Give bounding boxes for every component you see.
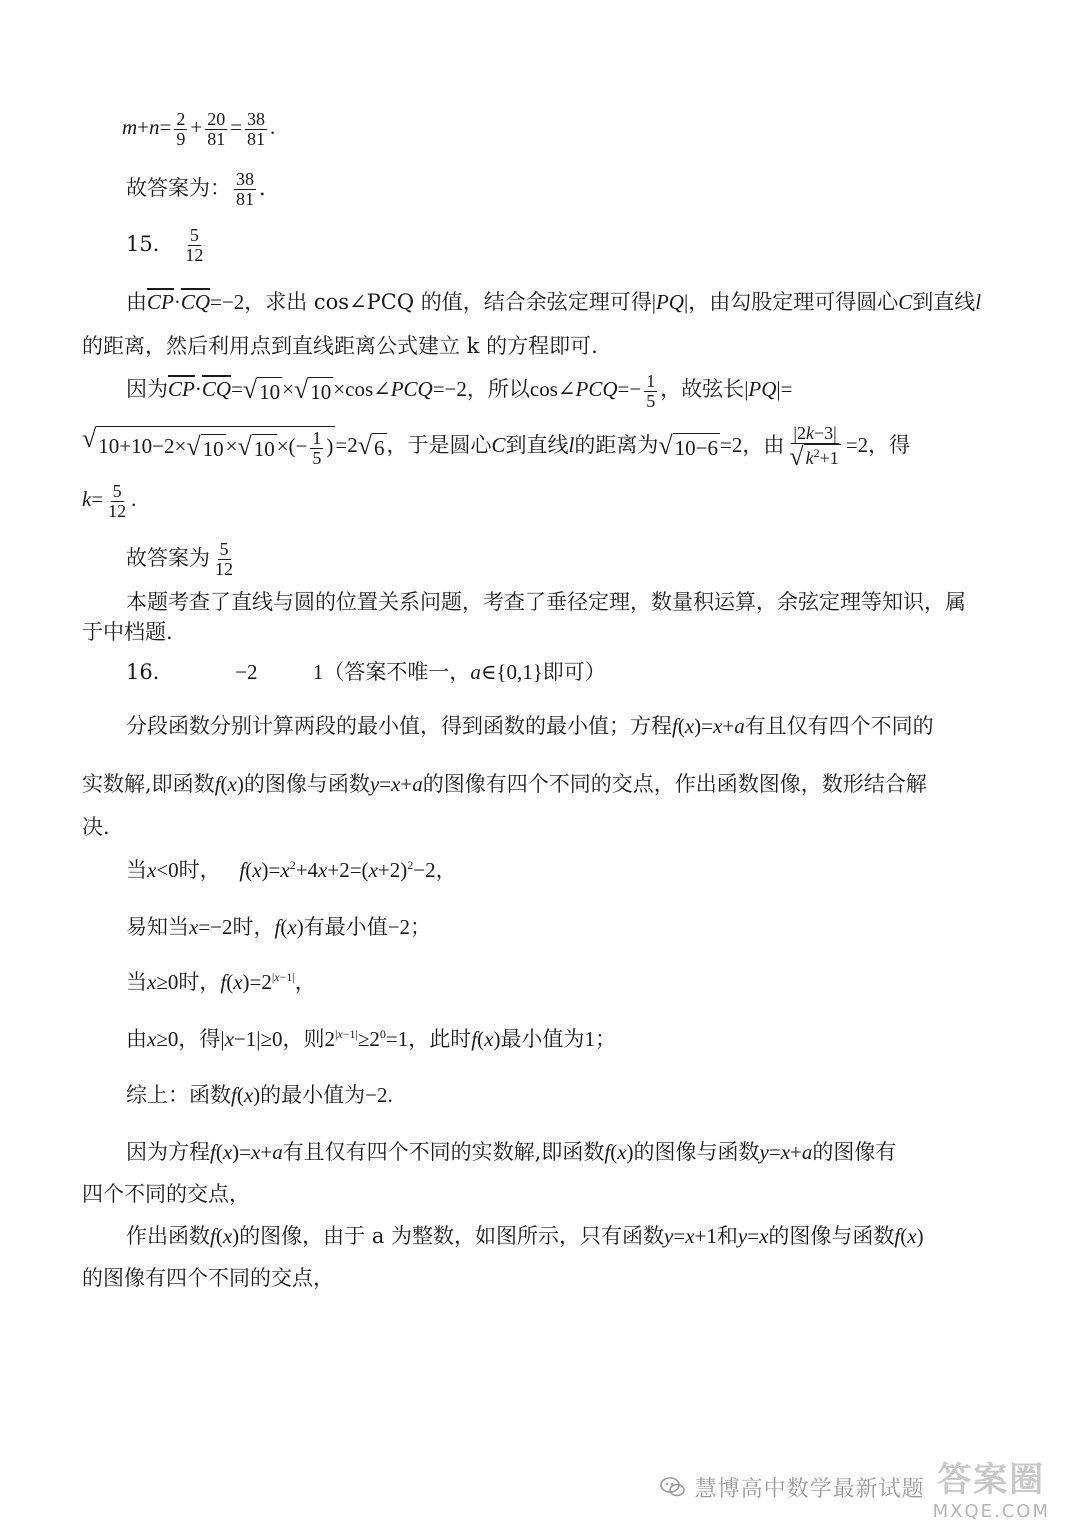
- q16-min-derivation: 由x≥0，得|x−1|≥0，则$2^{|x-1|}\ge 2^0=1$，此时f(x)最小值为1；: [126, 1027, 616, 1051]
- q16-graph-line-2: 的图像有四个不同的交点，: [82, 1266, 334, 1290]
- question-number: 16．: [126, 660, 174, 684]
- q15-solution-line-1: 因为$\overline{CP}\cdot\overline{CQ}=$ √ 10 × √ 10 ×cos∠PCQ=−2，所以cos∠PCQ=− $\frac{1}{5}$ ，故弦长|PQ|=: [126, 371, 793, 411]
- text-span: 和: [716, 1224, 738, 1248]
- q15-k-value: k= $\frac{5}{12}$ .: [82, 481, 137, 521]
- text-span: 实数解,即函数: [82, 772, 215, 796]
- text-span: 因为方程: [126, 1140, 210, 1164]
- q16-answer-1: −2: [235, 660, 258, 684]
- text-span: 的最小值为: [260, 1083, 366, 1107]
- text-span: 时，: [178, 970, 221, 994]
- text-span: ，由: [742, 432, 785, 457]
- text-span: 易知当: [126, 915, 189, 939]
- q15-answer-denominator: 12: [185, 244, 204, 265]
- text-span: 最小值为: [500, 1027, 585, 1051]
- text-span: 时，: [178, 858, 221, 882]
- q16-intersection-line-1: 因为方程f(x)=x+a有且仅有四个不同的实数解,即函数f(x)的图像与函数y=x+a的图像有: [126, 1140, 897, 1164]
- text-span: 因为: [126, 377, 168, 402]
- text-span: 的图像有四个不同的交点，作出函数图像，数形结合解: [422, 772, 927, 796]
- q16-case-x-nonnegative: 当x≥0时，$f(x)=2^{|x-1|}$，: [126, 970, 316, 994]
- text-span: 有最小值: [303, 915, 388, 939]
- text-span: 由: [126, 1027, 147, 1051]
- text-span: 的图像有: [812, 1140, 897, 1164]
- q15-final-answer: 故答案为 $\frac{5}{12}$: [126, 539, 233, 579]
- text-span: 到直线: [912, 290, 976, 314]
- q15-header: [126, 226, 208, 265]
- text-span: 有且仅有四个不同的实数解,即函数: [282, 1140, 605, 1164]
- q16-analysis-line-2: 实数解,即函数f(x)的图像与函数y=x+a的图像有四个不同的交点，作出函数图像，数形结合解: [82, 772, 927, 796]
- q15-solution-line-2: √ 10+10−2× √ 10 × √ 10 ×(− $\frac{1}{5}$ ) =2 √ 6 ，于是圆心C到直线l的距离为 √ 10−6 =2，由 |2k−3| √ $k^2+1$ =2，得: [82, 423, 911, 471]
- watermark-logo-block: [933, 1452, 1050, 1522]
- text-span: ，故弦长: [660, 377, 745, 402]
- q16-summary: 综上：函数f(x)的最小值为−2.: [126, 1083, 393, 1107]
- text-span: 的图像与函数: [633, 1140, 760, 1164]
- q15-answer-numerator: 5: [189, 225, 199, 245]
- text-span: 分段函数分别计算两段的最小值，得到函数的最小值；方程: [126, 714, 672, 738]
- q16-intersection-line-2: 四个不同的交点，: [82, 1182, 250, 1206]
- q15-comment-line-2: 于中档题.: [82, 620, 173, 644]
- text-span: ，由勾股定理可得圆心: [688, 290, 899, 314]
- answer-label: 故答案为：: [126, 175, 231, 200]
- q15-analysis-line-2: 的距离，然后利用点到直线距离公式建立 k 的方程即可.: [82, 334, 598, 358]
- text-span: 时，: [232, 915, 275, 939]
- watermark: [659, 1452, 1050, 1522]
- question-number: 15．: [126, 231, 174, 256]
- text-span: ，得: [868, 432, 911, 457]
- text-span: ，求出 cos∠PCQ 的值，结合余弦定理可得: [244, 290, 652, 314]
- text-span: 的距离为: [574, 432, 659, 457]
- text-span: ，于是圆心: [386, 432, 492, 457]
- text-span: 即可）: [542, 660, 606, 684]
- text-span: ，得: [178, 1027, 221, 1051]
- watermark-site: MXQE.COM: [932, 1501, 1050, 1522]
- watermark-logo: 答案圈: [937, 1460, 1046, 1500]
- answer-line-1: 故答案为： $\frac{38}{81}$ .: [126, 169, 266, 209]
- text-span: （答案不唯一，: [323, 660, 471, 684]
- text-span: 作出函数: [126, 1224, 210, 1248]
- text-span: ；: [410, 915, 432, 939]
- equation-m-plus-n: m+n= $\frac{2}{9}$ + $\frac{20}{81}$ = $\frac{38}{81}$ .: [122, 109, 276, 149]
- text-span: ，所以: [466, 377, 530, 402]
- text-span: ，则: [282, 1027, 325, 1051]
- q15-analysis-line-1: 由$\overline{CP}\cdot\overline{CQ}=-2$，求出 cos∠PCQ 的值，结合余弦定理可得|PQ|，由勾股定理可得圆心C到直线l: [126, 290, 982, 314]
- q16-answer-2: 1: [312, 660, 324, 684]
- q16-analysis-line-1: 分段函数分别计算两段的最小值，得到函数的最小值；方程f(x)=x+a有且仅有四个不同的: [126, 714, 934, 738]
- text-span: 由: [126, 290, 147, 314]
- text-span: 当: [126, 970, 147, 994]
- text-span: 有且仅有四个不同的: [744, 714, 934, 738]
- text-span: 故答案为: [126, 545, 210, 570]
- text-span: 的图像与函数: [243, 772, 370, 796]
- q16-analysis-line-3: 决.: [82, 815, 110, 839]
- text-span: 到直线: [505, 432, 569, 457]
- q15-comment-line-1: 本题考查了直线与圆的位置关系问题，考查了垂径定理，数量积运算，余弦定理等知识，属: [126, 590, 966, 614]
- text-span: 的图像，由于 a 为整数，如图所示，只有函数: [239, 1224, 665, 1248]
- q16-case-x-negative: 当x<0时， $f(x)=x^2+4x+2=(x+2)^2-2$，: [126, 858, 457, 882]
- q16-graph-line-1: 作出函数f(x)的图像，由于 a 为整数，如图所示，只有函数y=x+1和y=x的图像与函数f(x): [126, 1224, 924, 1248]
- watermark-text: 慧博高中数学最新试题: [694, 1476, 925, 1502]
- wechat-icon: [659, 1473, 687, 1501]
- text-span: 的图像与函数: [768, 1224, 895, 1248]
- text-span: 综上：函数: [126, 1083, 231, 1107]
- text-span: 当: [126, 858, 147, 882]
- text-span: ；: [594, 1027, 616, 1051]
- text-span: ，此时: [408, 1027, 472, 1051]
- q16-header: 16． −2 1（答案不唯一，a∈{0,1}即可）: [126, 660, 606, 684]
- q16-minimum-line: 易知当x=−2时，f(x)有最小值−2；: [126, 915, 432, 939]
